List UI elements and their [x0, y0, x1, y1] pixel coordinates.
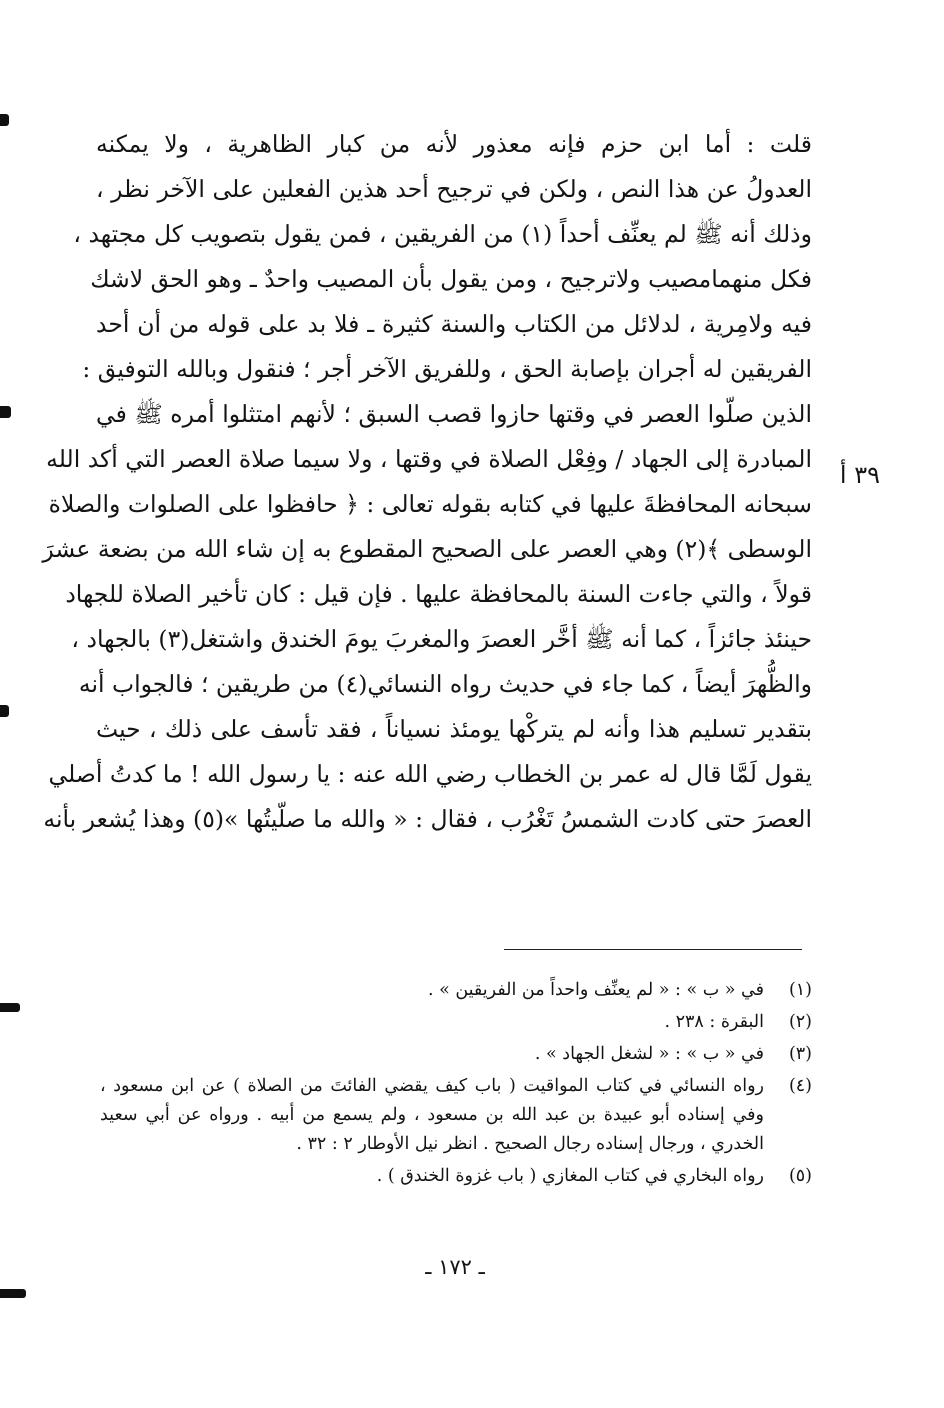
text-line: فيه ولامِرية ، لدلائل من الكتاب والسنة كثيرة ـ فلا بد على قوله من أن أحد [96, 310, 812, 338]
text-line: الذين صلّوا العصر في وقتها حازوا قصب السبق ؛ لأنهم امتثلوا أمره ﷺ في [96, 400, 812, 428]
footnote-line: البقرة : ٢٣٨ . [664, 1012, 764, 1032]
text-line: يقول لَمَّا قال له عمر بن الخطاب رضي الله عنه : يا رسول الله ! ما كدتُ أصلي [48, 760, 812, 788]
footnote-number: (٢) [788, 1012, 812, 1032]
footnote-item [100, 976, 812, 1005]
footnote-text [100, 1072, 764, 1159]
footnote-number: (٤) [788, 1076, 812, 1096]
footnote-number: (٣) [788, 1044, 812, 1064]
binding-mark [0, 114, 9, 126]
page-number: ـ ١٧٢ ـ [425, 1255, 485, 1279]
text-line: المبادرة إلى الجهاد / وفِعْل الصلاة في وقتها ، ولا سيما صلاة العصر التي أكد الله [46, 445, 812, 473]
footnote-number: (١) [788, 980, 812, 1000]
footnotes [100, 976, 812, 1194]
footnote-item [100, 1040, 812, 1069]
footnote-item [100, 1008, 812, 1037]
text-line: الفريقين له أجران بإصابة الحق ، وللفريق الآخر أجر ؛ فنقول وبالله التوفيق : [82, 355, 812, 383]
footnote-separator [504, 949, 802, 950]
text-line: بتقدير تسليم هذا وأنه لم يتركْها يومئذ نسياناً ، فقد تأسف على ذلك ، حيث [96, 715, 812, 743]
footnote-text [100, 1008, 764, 1037]
footnote-line: في « ب » : « لم يعنِّف واحداً من الفريقين » . [427, 980, 764, 1000]
binding-mark [0, 705, 9, 717]
main-text [42, 122, 812, 842]
text-line: والظُّهرَ أيضاً ، كما جاء في حديث رواه النسائي(٤) من طريقين ؛ فالجواب أنه [78, 670, 812, 698]
footnote-line: رواه النسائي في كتاب المواقيت ( باب كيف يقضي الفائتَ من الصلاة ) عن ابن مسعود ، [100, 1076, 764, 1096]
text-line: حينئذ جائزاً ، كما أنه ﷺ أخَّر العصرَ والمغربَ يومَ الخندق واشتغل(٣) بالجهاد ، [71, 625, 812, 653]
footnote-item [100, 1162, 812, 1191]
footnote-item [100, 1072, 812, 1159]
binding-mark [0, 1003, 20, 1012]
binding-mark [0, 406, 11, 418]
text-line: سبحانه المحافظةَ عليها في كتابه بقوله تعالى : ﴿ حافظوا على الصلوات والصلاة [48, 490, 812, 518]
footnote-text [100, 976, 764, 1005]
footnote-line: رواه البخاري في كتاب المغازي ( باب غزوة الخندق ) . [376, 1166, 764, 1186]
footnote-text [100, 1162, 764, 1191]
text-line: قولاً ، والتي جاءت السنة بالمحافظة عليها . فإن قيل : كان تأخير الصلاة للجهاد [65, 580, 812, 608]
footnote-line: في « ب » : « لشغل الجهاد » . [534, 1044, 764, 1064]
text-line: قلت : أما ابن حزم فإنه معذور لأنه من كبار الظاهرية ، ولا يمكنه [96, 130, 812, 158]
binding-mark [0, 1289, 26, 1298]
footnote-line: الخدري ، ورجال إسناده رجال الصحيح . انظر نيل الأوطار ٢ : ٣٢ . [296, 1134, 764, 1154]
text-line: وذلك أنه ﷺ لم يعنِّف أحداً (١) من الفريقين ، فمن يقول بتصويب كل مجتهد ، [73, 220, 812, 248]
footnote-number: (٥) [788, 1166, 812, 1186]
text-line: العصرَ حتى كادت الشمسُ تَغْرُب ، فقال : « والله ما صلّيتُها »(٥) وهذا يُشعر بأنه [43, 805, 812, 833]
manuscript-folio-reference: ٣٩ أ [839, 461, 880, 489]
text-line: الوسطى ﴾(٢) وهي العصر على الصحيح المقطوع به إن شاء الله من بضعة عشرَ [42, 535, 812, 563]
text-line: فكل منهمامصيب ولاترجيح ، ومن يقول بأن المصيب واحدٌ ـ وهو الحق لاشك [90, 265, 812, 293]
text-line: العدولُ عن هذا النص ، ولكن في ترجيح أحد هذين الفعلين على الآخر نظر ، [96, 175, 812, 203]
footnote-line: وفي إسناده أبو عبيدة بن عبد الله بن مسعود ، ولم يسمع من أبيه . ورواه عن أبي سعيد [100, 1105, 764, 1125]
footnote-text [100, 1040, 764, 1069]
